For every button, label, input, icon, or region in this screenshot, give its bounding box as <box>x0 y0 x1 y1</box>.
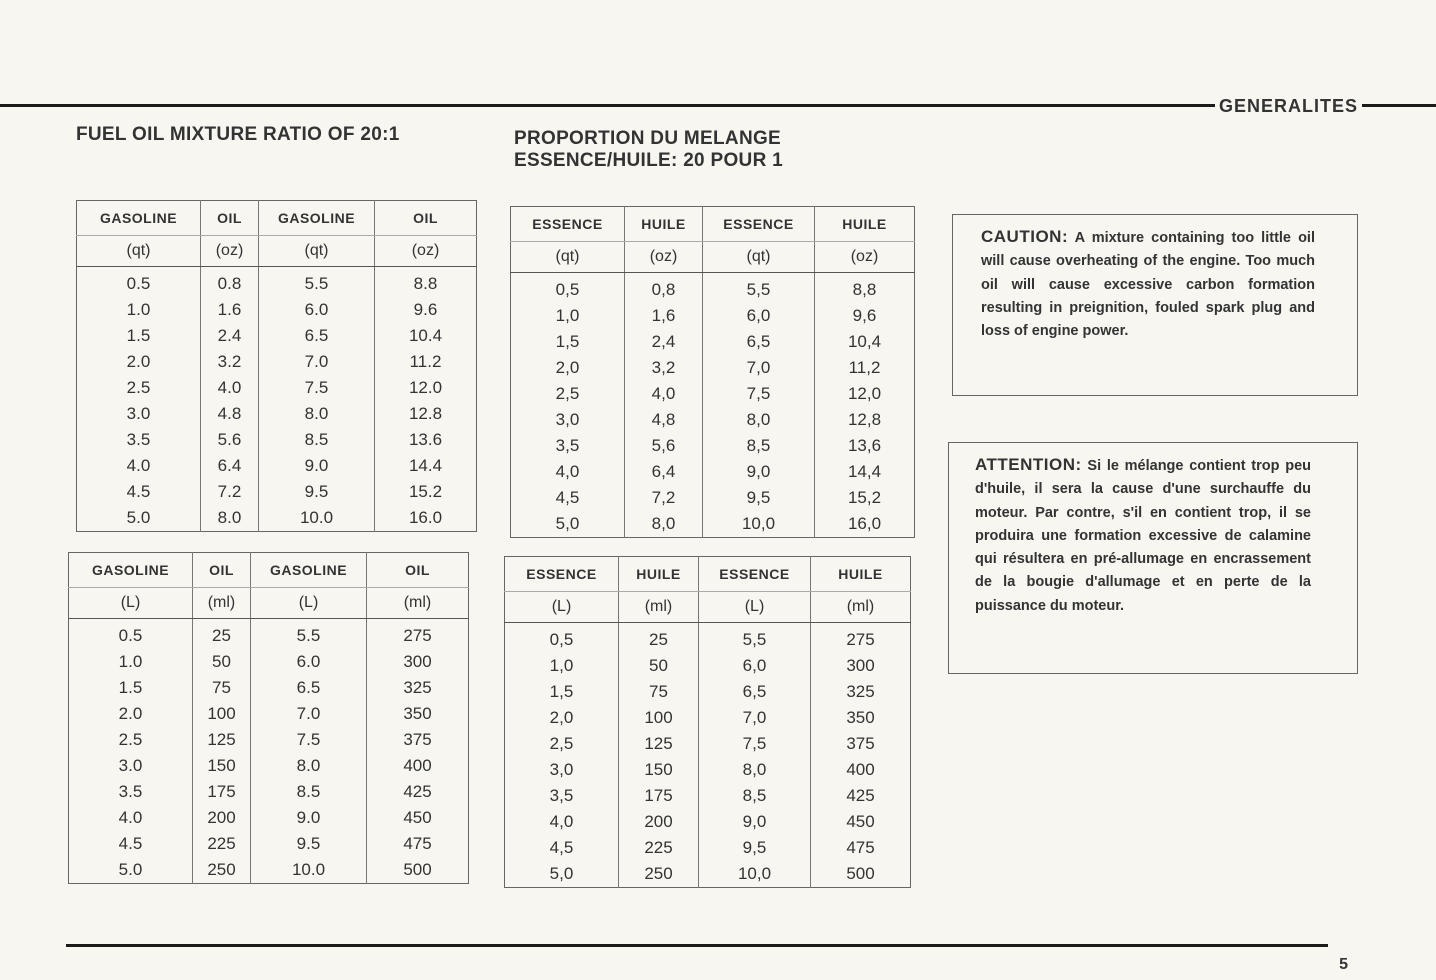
table-cell: 2,0 <box>555 358 580 377</box>
table-cell: 400 <box>811 757 911 783</box>
table-cell: 7.5 <box>259 375 375 401</box>
column-header: ESSENCE <box>505 557 619 592</box>
table-cell: 75 <box>619 679 699 705</box>
table-cell: 2,4 <box>625 329 703 355</box>
table-cell: 1,5 <box>549 682 574 701</box>
table-cell: 4.5 <box>118 834 143 853</box>
table-cell: 7.0 <box>251 701 367 727</box>
table-cell: 425 <box>811 783 911 809</box>
table-cell: 5.0 <box>118 860 143 879</box>
table-cell: 150 <box>193 753 251 779</box>
table-cell: 225 <box>193 831 251 857</box>
column-header: OIL <box>201 201 259 236</box>
table-cell: 4.0 <box>126 456 151 475</box>
table-cell: 2,0 <box>549 708 574 727</box>
table-cell: 3,2 <box>625 355 703 381</box>
table-cell: 11.2 <box>375 349 477 375</box>
table-cell: 6.5 <box>259 323 375 349</box>
table-cell: 2.4 <box>201 323 259 349</box>
table-cell: 8.5 <box>251 779 367 805</box>
table-cell: 450 <box>811 809 911 835</box>
table-cell: 5.5 <box>251 619 367 650</box>
table-cell: 1.0 <box>118 652 143 671</box>
table-cell: 5.0 <box>126 508 151 527</box>
caution-text: A mixture containing too little oil will cause overheating of the engine. Too much oil will cause excessive carbon formation resulting in preignition, fouled spark plug and loss of engine power. <box>981 230 1315 340</box>
table-cell: 1.6 <box>201 297 259 323</box>
header-row <box>77 201 477 236</box>
table-row <box>77 349 477 375</box>
table-cell: 225 <box>619 835 699 861</box>
table-cell: 6.0 <box>251 649 367 675</box>
table-cell: 4,5 <box>549 838 574 857</box>
table-row <box>511 407 915 433</box>
column-unit: (ml) <box>619 592 699 623</box>
table-cell: 25 <box>193 619 251 650</box>
table-cell: 8,8 <box>815 273 915 304</box>
table-cell: 9,6 <box>815 303 915 329</box>
table-cell: 50 <box>193 649 251 675</box>
page-number: 5 <box>1339 956 1348 973</box>
heading-english-text: FUEL OIL MIXTURE RATIO OF 20:1 <box>76 124 400 145</box>
table-cell: 0.5 <box>126 274 151 293</box>
column-header: ESSENCE <box>511 207 625 242</box>
table-cell: 0.8 <box>201 267 259 298</box>
heading-french-line2: ESSENCE/HUILE: 20 POUR 1 <box>514 150 784 171</box>
table-cell: 2.5 <box>126 378 151 397</box>
table-cell: 9.0 <box>251 805 367 831</box>
table-cell: 8,0 <box>625 511 703 538</box>
table-row <box>77 427 477 453</box>
column-unit: (oz) <box>201 236 259 267</box>
column-header: OIL <box>375 201 477 236</box>
table-cell: 450 <box>367 805 469 831</box>
table-cell: 475 <box>811 835 911 861</box>
table-cell: 5,5 <box>699 623 811 654</box>
table-cell: 4,8 <box>625 407 703 433</box>
column-header: GASOLINE <box>69 553 193 588</box>
table-row <box>505 679 911 705</box>
table-cell: 13.6 <box>375 427 477 453</box>
table-cell: 16.0 <box>375 505 477 532</box>
column-unit: (oz) <box>625 242 703 273</box>
heading-french-line1: PROPORTION DU MELANGE <box>514 128 782 149</box>
table-cell: 10.0 <box>259 505 375 532</box>
table-cell: 125 <box>193 727 251 753</box>
table-cell: 4,0 <box>555 462 580 481</box>
table-cell: 275 <box>811 623 911 654</box>
table-cell: 475 <box>367 831 469 857</box>
table-cell: 275 <box>367 619 469 650</box>
section-title: GENERALITES <box>1215 96 1362 117</box>
table-cell: 10.4 <box>375 323 477 349</box>
table-cell: 15.2 <box>375 479 477 505</box>
column-unit: (qt) <box>703 242 815 273</box>
column-header: HUILE <box>811 557 911 592</box>
table-row <box>77 401 477 427</box>
attention-label: ATTENTION: <box>975 455 1082 474</box>
table-cell: 15,2 <box>815 485 915 511</box>
table-cell: 9.6 <box>375 297 477 323</box>
table-cell: 325 <box>367 675 469 701</box>
table-cell: 4.0 <box>201 375 259 401</box>
table-cell: 8.8 <box>375 267 477 298</box>
table-row <box>69 727 469 753</box>
table-french-litres <box>504 556 911 888</box>
table-cell: 4.5 <box>126 482 151 501</box>
table-cell: 3.5 <box>126 430 151 449</box>
column-unit: (L) <box>699 592 811 623</box>
table-cell: 6,0 <box>699 653 811 679</box>
table-cell: 14.4 <box>375 453 477 479</box>
header-row <box>511 207 915 242</box>
table-cell: 3.2 <box>201 349 259 375</box>
table-cell: 300 <box>811 653 911 679</box>
table-row <box>505 705 911 731</box>
table-cell: 1,0 <box>549 656 574 675</box>
attention-text: Si le mélange contient trop peu d'huile, il sera la cause d'une surchauffe du moteur. Par contre, s'il en contient trop, il se produira une formation excessive de calamine qui résultera en pré-allumage en encrassement de la bougie d'allumage et en perte de la puissance du moteur. <box>975 458 1311 614</box>
table-english-litres <box>68 552 469 884</box>
table-cell: 2.0 <box>126 352 151 371</box>
table-cell: 7.2 <box>201 479 259 505</box>
table-cell: 4,0 <box>625 381 703 407</box>
table-row <box>69 753 469 779</box>
table-row <box>511 355 915 381</box>
table-cell: 1.0 <box>126 300 151 319</box>
table-cell: 500 <box>811 861 911 888</box>
column-header: GASOLINE <box>251 553 367 588</box>
table-cell: 325 <box>811 679 911 705</box>
table-cell: 200 <box>619 809 699 835</box>
table-cell: 0,5 <box>555 280 580 299</box>
table-cell: 3,0 <box>555 410 580 429</box>
table-cell: 9,0 <box>703 459 815 485</box>
table-cell: 1,6 <box>625 303 703 329</box>
table-cell: 5,6 <box>625 433 703 459</box>
table-cell: 9.5 <box>251 831 367 857</box>
table-cell: 7,2 <box>625 485 703 511</box>
table-cell: 12.8 <box>375 401 477 427</box>
table-cell: 7,5 <box>699 731 811 757</box>
table-row <box>505 809 911 835</box>
table-cell: 1,5 <box>555 332 580 351</box>
table-cell: 1.5 <box>126 326 151 345</box>
table-cell: 7,0 <box>699 705 811 731</box>
table-cell: 0.5 <box>118 626 143 645</box>
column-unit: (ml) <box>193 588 251 619</box>
table-cell: 175 <box>193 779 251 805</box>
column-unit: (L) <box>251 588 367 619</box>
table-cell: 250 <box>619 861 699 888</box>
table-cell: 250 <box>193 857 251 884</box>
table-cell: 4,5 <box>555 488 580 507</box>
table-cell: 12,0 <box>815 381 915 407</box>
column-unit: (ml) <box>367 588 469 619</box>
table-row <box>511 511 915 538</box>
table-row <box>69 857 469 884</box>
table-cell: 8,0 <box>703 407 815 433</box>
table-cell: 425 <box>367 779 469 805</box>
table-row <box>77 267 477 298</box>
table-cell: 12.0 <box>375 375 477 401</box>
unit-row <box>511 242 915 273</box>
table-cell: 375 <box>367 727 469 753</box>
table-cell: 5,0 <box>555 514 580 533</box>
table-cell: 4.8 <box>201 401 259 427</box>
table-row <box>511 381 915 407</box>
column-header: GASOLINE <box>259 201 375 236</box>
header-row <box>69 553 469 588</box>
column-unit: (oz) <box>375 236 477 267</box>
table-cell: 3.5 <box>118 782 143 801</box>
column-header: HUILE <box>625 207 703 242</box>
table-row <box>505 731 911 757</box>
header-row <box>505 557 911 592</box>
table-row <box>505 861 911 888</box>
table-row <box>69 649 469 675</box>
table-cell: 2,5 <box>549 734 574 753</box>
table-row <box>69 805 469 831</box>
table-cell: 300 <box>367 649 469 675</box>
table-cell: 8.0 <box>259 401 375 427</box>
table-cell: 10,0 <box>699 861 811 888</box>
table-cell: 8,0 <box>699 757 811 783</box>
heading-french <box>514 128 783 172</box>
caution-label: CAUTION: <box>981 227 1069 246</box>
table-row <box>69 619 469 650</box>
table-cell: 1.5 <box>118 678 143 697</box>
caution-note <box>952 214 1358 396</box>
column-header: GASOLINE <box>77 201 201 236</box>
table-row <box>69 701 469 727</box>
unit-row <box>69 588 469 619</box>
table-cell: 5.5 <box>259 267 375 298</box>
attention-note <box>948 442 1358 674</box>
table-cell: 7.5 <box>251 727 367 753</box>
table-cell: 13,6 <box>815 433 915 459</box>
table-cell: 12,8 <box>815 407 915 433</box>
column-unit: (ml) <box>811 592 911 623</box>
table-cell: 9,5 <box>703 485 815 511</box>
table-cell: 2.0 <box>118 704 143 723</box>
table-cell: 0,8 <box>625 273 703 304</box>
table-cell: 6.5 <box>251 675 367 701</box>
table-cell: 1,0 <box>555 306 580 325</box>
table-cell: 350 <box>811 705 911 731</box>
table-row <box>511 459 915 485</box>
bottom-rule <box>66 944 1328 947</box>
table-row <box>69 779 469 805</box>
table-row <box>511 433 915 459</box>
table-cell: 125 <box>619 731 699 757</box>
table-cell: 500 <box>367 857 469 884</box>
column-header: HUILE <box>619 557 699 592</box>
table-cell: 14,4 <box>815 459 915 485</box>
table-row <box>505 835 911 861</box>
table-cell: 100 <box>619 705 699 731</box>
table-cell: 4.0 <box>118 808 143 827</box>
table-row <box>511 273 915 304</box>
table-cell: 10.0 <box>251 857 367 884</box>
table-cell: 6,5 <box>703 329 815 355</box>
table-cell: 75 <box>193 675 251 701</box>
table-cell: 0,5 <box>549 630 574 649</box>
unit-row <box>77 236 477 267</box>
column-header: ESSENCE <box>699 557 811 592</box>
table-cell: 6,5 <box>699 679 811 705</box>
table-cell: 200 <box>193 805 251 831</box>
table-cell: 175 <box>619 783 699 809</box>
table-cell: 6,0 <box>703 303 815 329</box>
table-row <box>511 485 915 511</box>
table-cell: 8.0 <box>251 753 367 779</box>
table-cell: 8.0 <box>201 505 259 532</box>
table-cell: 10,0 <box>703 511 815 538</box>
table-cell: 5,0 <box>549 864 574 883</box>
table-cell: 25 <box>619 623 699 654</box>
table-row <box>69 831 469 857</box>
table-row <box>77 323 477 349</box>
table-cell: 50 <box>619 653 699 679</box>
table-cell: 10,4 <box>815 329 915 355</box>
table-cell: 6.4 <box>201 453 259 479</box>
table-row <box>511 329 915 355</box>
table-row <box>511 303 915 329</box>
table-cell: 3,0 <box>549 760 574 779</box>
table-cell: 7,5 <box>703 381 815 407</box>
table-cell: 3.0 <box>126 404 151 423</box>
column-header: OIL <box>367 553 469 588</box>
table-cell: 7,0 <box>703 355 815 381</box>
column-unit: (oz) <box>815 242 915 273</box>
table-cell: 8,5 <box>703 433 815 459</box>
table-cell: 3,5 <box>549 786 574 805</box>
column-unit: (qt) <box>259 236 375 267</box>
table-cell: 9.5 <box>259 479 375 505</box>
column-unit: (L) <box>505 592 619 623</box>
table-cell: 3.0 <box>118 756 143 775</box>
table-cell: 8.5 <box>259 427 375 453</box>
table-cell: 4,0 <box>549 812 574 831</box>
table-row <box>505 783 911 809</box>
table-row <box>69 675 469 701</box>
table-cell: 5.6 <box>201 427 259 453</box>
table-row <box>77 479 477 505</box>
table-row <box>77 505 477 532</box>
table-cell: 9,5 <box>699 835 811 861</box>
column-unit: (qt) <box>511 242 625 273</box>
table-cell: 6,4 <box>625 459 703 485</box>
table-row <box>77 297 477 323</box>
table-english-quarts <box>76 200 477 532</box>
column-header: OIL <box>193 553 251 588</box>
table-cell: 150 <box>619 757 699 783</box>
table-cell: 350 <box>367 701 469 727</box>
table-cell: 7.0 <box>259 349 375 375</box>
column-unit: (L) <box>69 588 193 619</box>
table-cell: 3,5 <box>555 436 580 455</box>
heading-english <box>76 124 400 146</box>
table-cell: 11,2 <box>815 355 915 381</box>
table-cell: 375 <box>811 731 911 757</box>
table-cell: 9.0 <box>259 453 375 479</box>
column-header: ESSENCE <box>703 207 815 242</box>
table-cell: 9,0 <box>699 809 811 835</box>
table-row <box>505 623 911 654</box>
table-row <box>505 757 911 783</box>
table-row <box>77 375 477 401</box>
unit-row <box>505 592 911 623</box>
table-cell: 8,5 <box>699 783 811 809</box>
table-cell: 16,0 <box>815 511 915 538</box>
table-row <box>77 453 477 479</box>
table-cell: 400 <box>367 753 469 779</box>
table-cell: 6.0 <box>259 297 375 323</box>
table-cell: 5,5 <box>703 273 815 304</box>
column-unit: (qt) <box>77 236 201 267</box>
table-cell: 2,5 <box>555 384 580 403</box>
table-cell: 100 <box>193 701 251 727</box>
column-header: HUILE <box>815 207 915 242</box>
table-french-quarts <box>510 206 915 538</box>
table-cell: 2.5 <box>118 730 143 749</box>
table-row <box>505 653 911 679</box>
